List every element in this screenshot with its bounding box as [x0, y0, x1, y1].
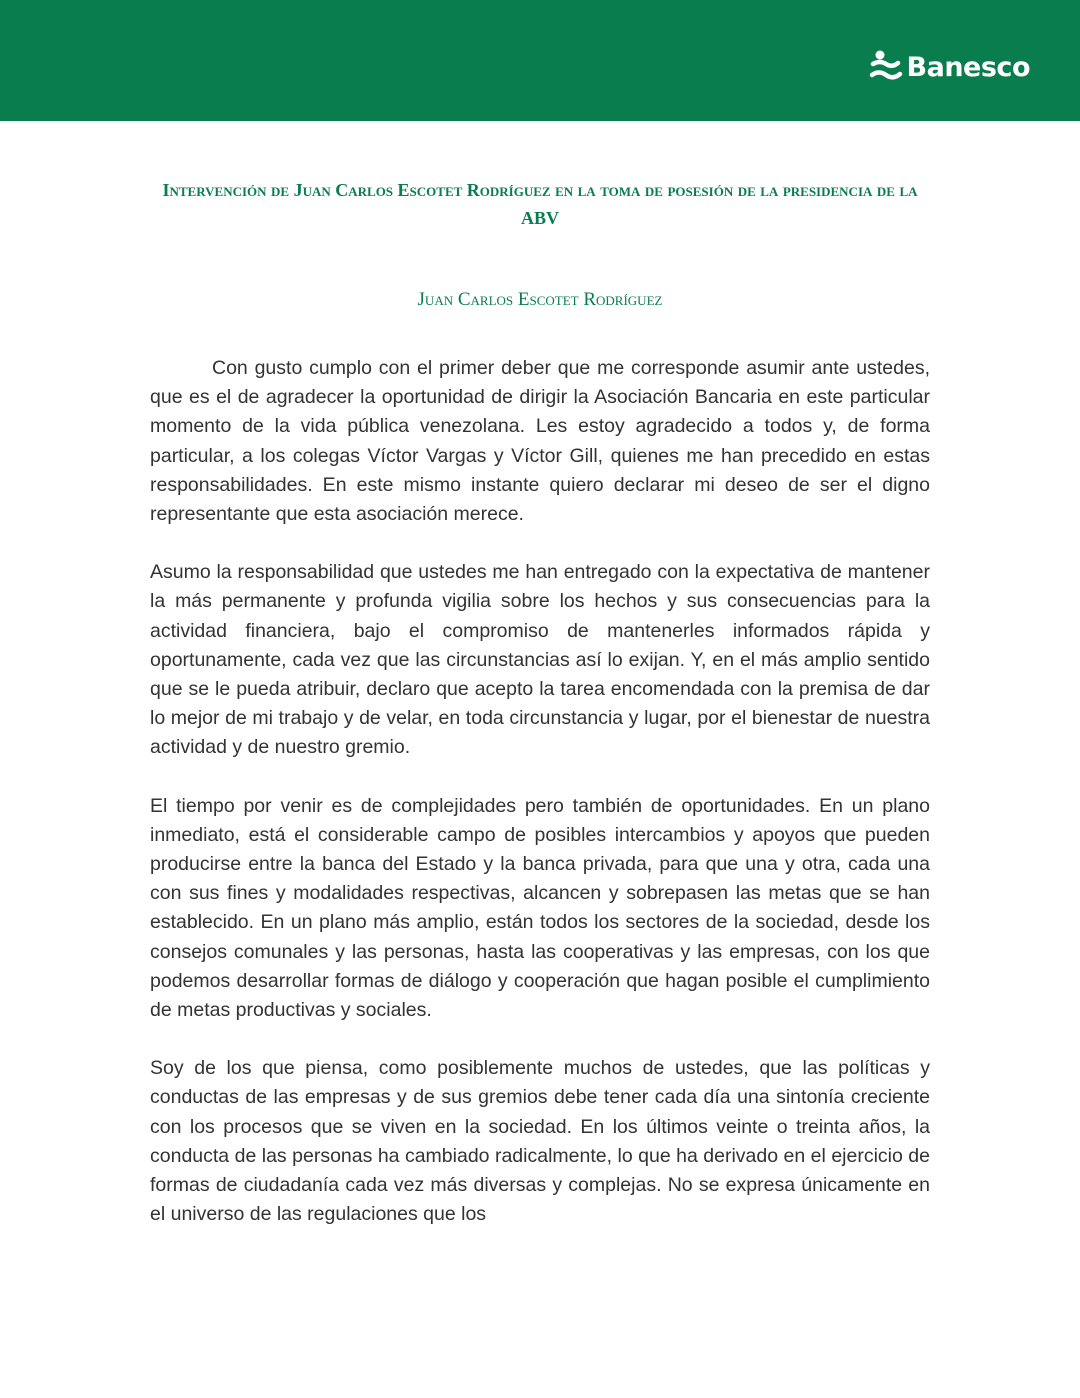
- paragraph: Asumo la responsabilidad que ustedes me han entregado con la expectativa de mantener la más permanente y profunda vigilia sobre los hechos y sus consecuencias para la actividad financiera, bajo el compromiso de mantenerles informados rápida y oportunamente, cada vez que las circunstancias así lo exijan. Y, en el más amplio sentido que se le pueda atribuir, declaro que acepto la tarea encomendada con la premisa de dar lo mejor de mi trabajo y de velar, en toda circunstancia y lugar, por el bienestar de nuestra actividad y de nuestro gremio.: [150, 561, 930, 759]
- header-band: [0, 0, 1080, 121]
- document-body: [150, 354, 930, 1258]
- paragraph: El tiempo por venir es de complejidades pero también de oportunidades. En un plano inmediato, está el considerable campo de posibles intercambios y apoyos que pueden producirse entre la banca del Estado y la banca privada, para que una y otra, cada una con sus fines y modalidades respectivas, alcancen y sobrepasen las metas que se han establecido. En un plano más amplio, están todos los sectores de la sociedad, desde los consejos comunales y las personas, hasta las cooperativas y las empresas, con los que podemos desarrollar formas de diálogo y cooperación que hagan posible el cumplimiento de metas productivas y sociales.: [150, 794, 930, 1022]
- document-author: Juan Carlos Escotet Rodríguez: [417, 289, 663, 310]
- document-title: Intervención de Juan Carlos Escotet Rodríguez en la toma de posesión de la presidencia de la ABV: [162, 180, 918, 228]
- brand-name: Banesco: [906, 51, 1030, 83]
- paragraph: Con gusto cumplo con el primer deber que me corresponde asumir ante ustedes, que es el de agradecer la oportunidad de dirigir la Asociación Bancaria en este particular momento de la vida pública venezolana. Les estoy agradecido a todos y, de forma particular, a los colegas Víctor Vargas y Víctor Gill, quienes me han precedido en estas responsabilidades. En este mismo instante quiero declarar mi deseo de ser el digno representante que esta asociación merece.: [150, 357, 930, 526]
- banesco-logo-icon: [869, 48, 903, 86]
- banesco-logo: [869, 48, 1030, 86]
- paragraph: Soy de los que piensa, como posiblemente muchos de ustedes, que las políticas y conductas de las empresas y de sus gremios debe tener cada día una sintonía creciente con los procesos que se viven en la sociedad. En los últimos veinte o treinta años, la conducta de las personas ha cambiado radicalmente, lo que ha derivado en el ejercicio de formas de ciudadanía cada vez más diversas y complejas. No se expresa únicamente en el universo de las regulaciones que los: [150, 1057, 930, 1226]
